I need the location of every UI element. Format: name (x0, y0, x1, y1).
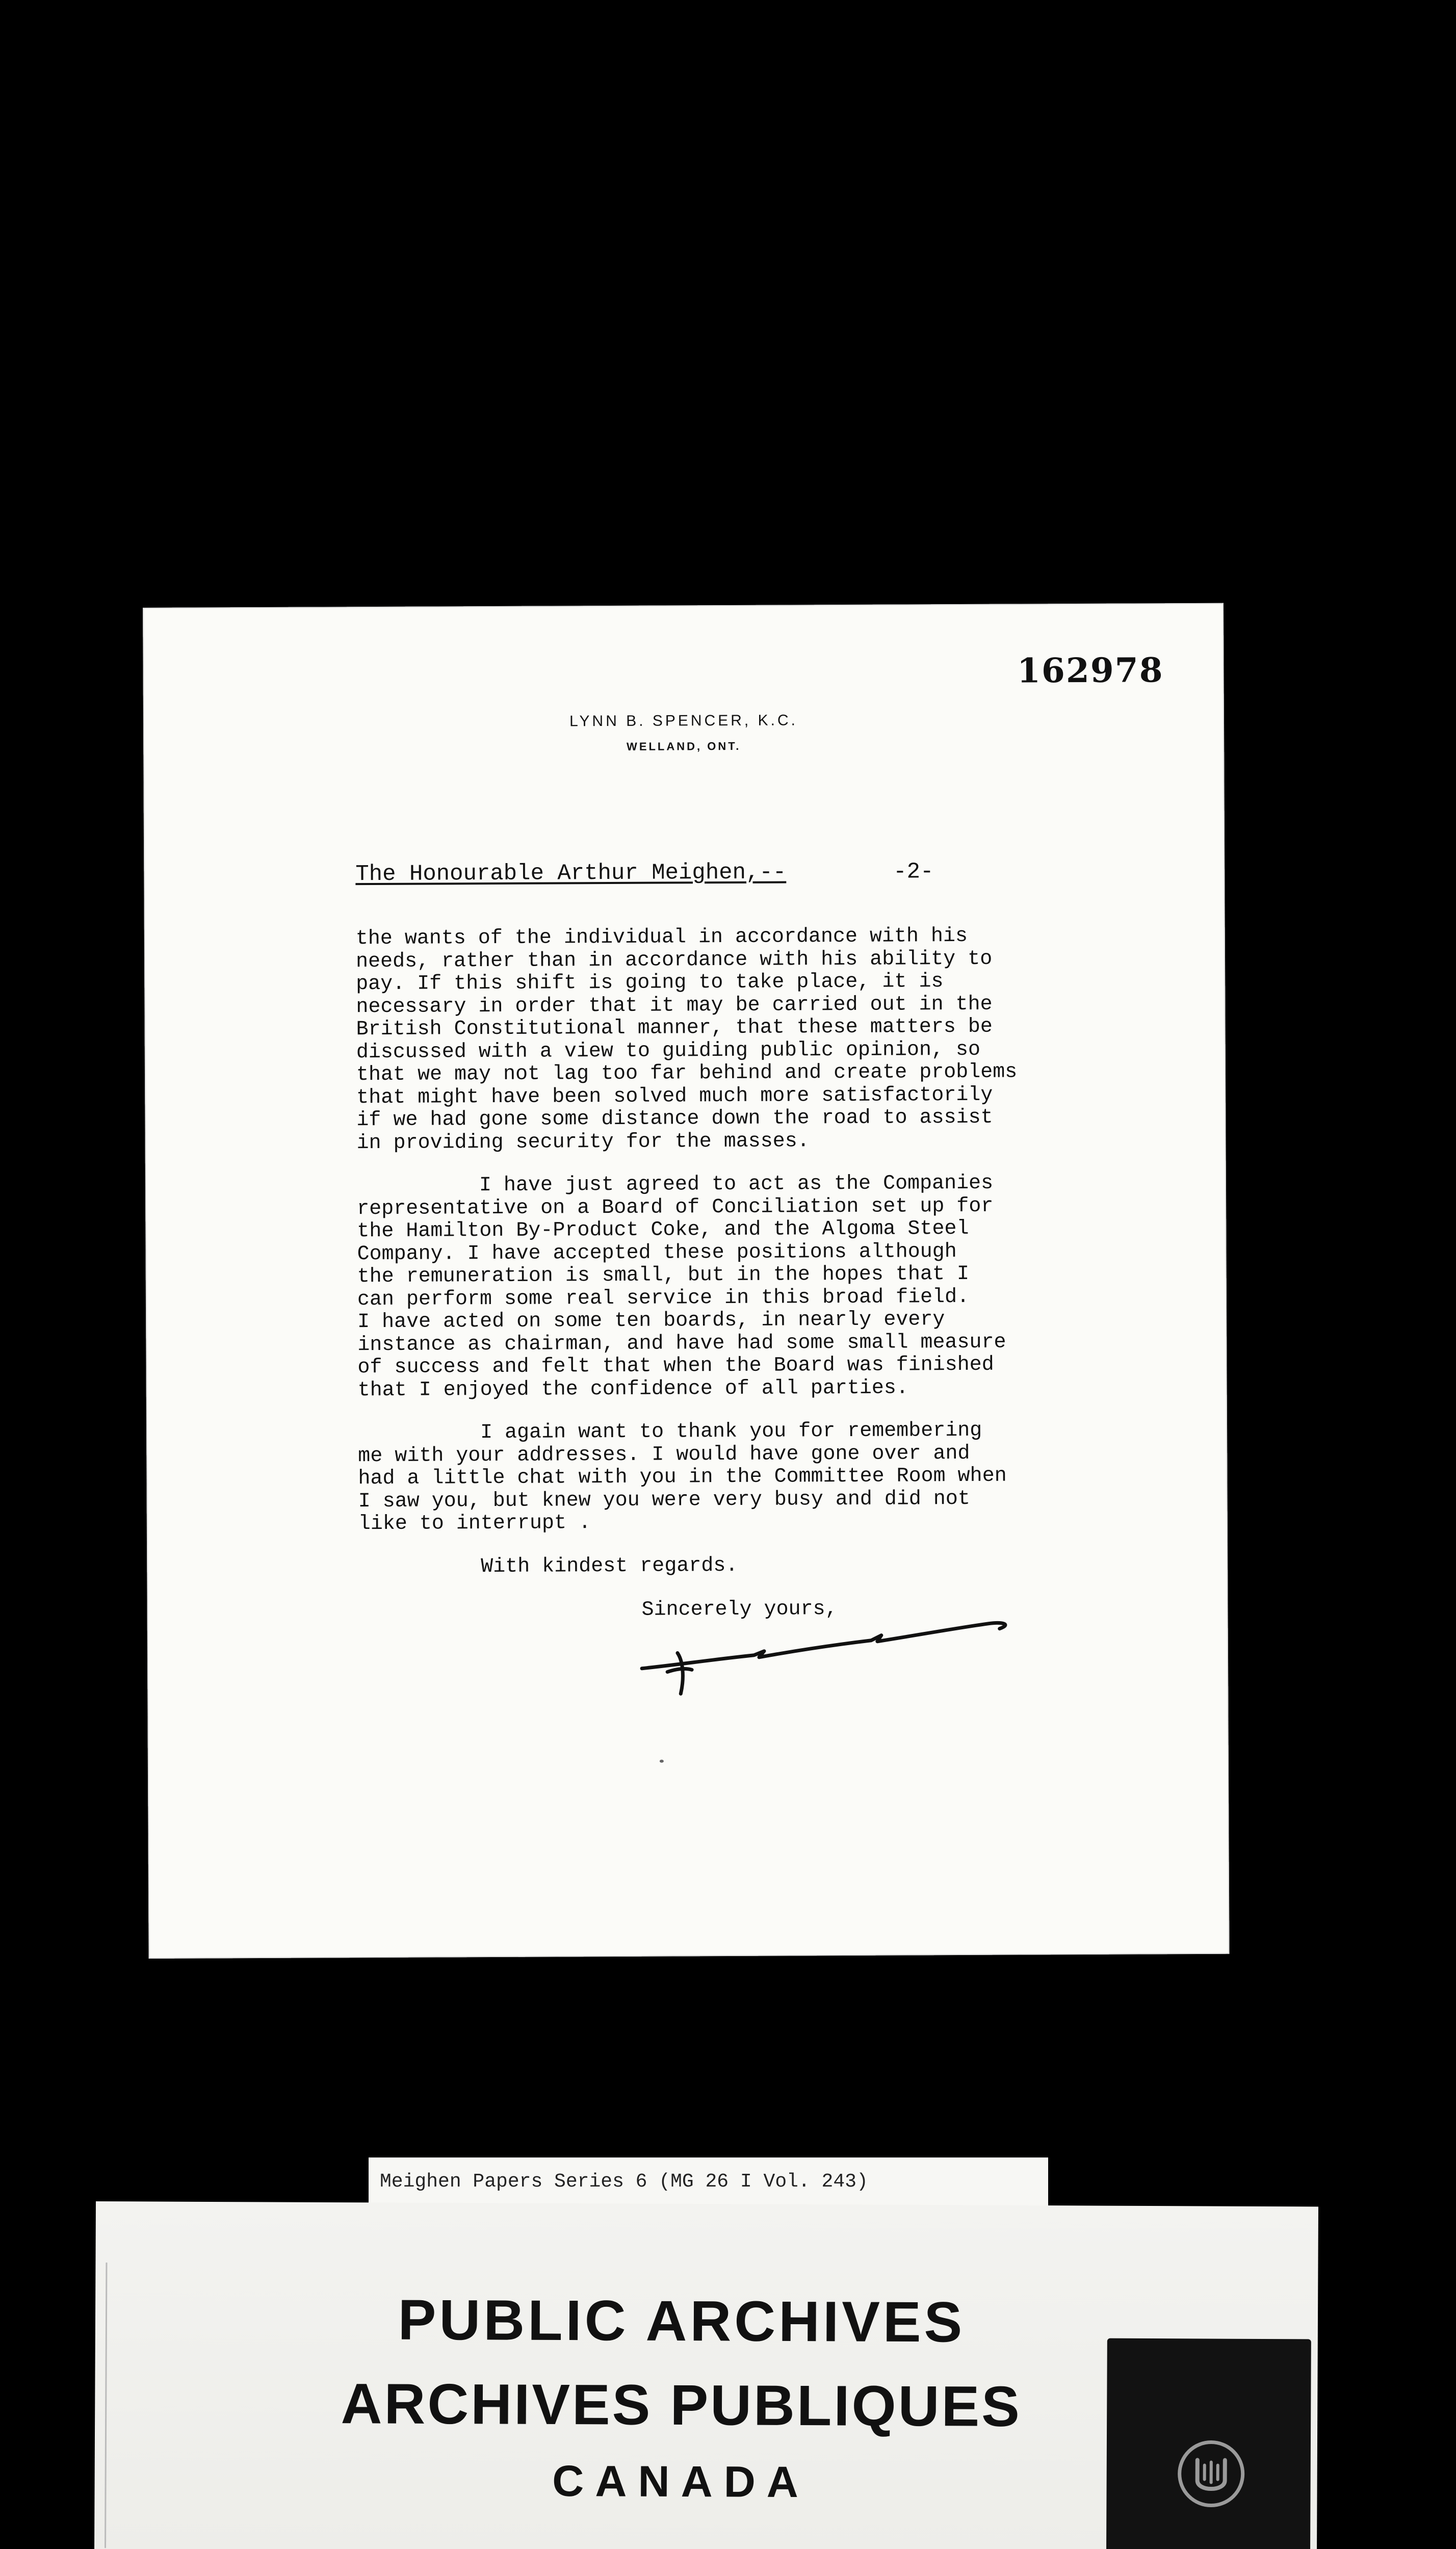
body-paragraph-2: I have just agreed to act as the Companies representative on a Board of Conciliation set up for the Hamilton By-Product Coke, and the Algoma Steel Company. I have accepted these positions although the remuneration is small, but in the hopes that I can perform some real service in this broad field. I have acted on some ten boards, in nearly every instance as chairman, and have had some small measure of success and felt that when the Board was finished that I enjoyed the confidence of all parties. (357, 1172, 1006, 1402)
body-paragraph-3: I again want to thank you for remembering me with your addresses. I would have gone over and had a little chat with you in the Committee Room when I saw you, but knew you were very busy and did not like to interrupt . (358, 1419, 1007, 1536)
letterhead (143, 710, 1224, 756)
salutation-line (355, 859, 933, 887)
signoff-line: Sincerely yours, (641, 1598, 838, 1622)
card-edge-marks (105, 2262, 127, 2548)
archive-line-country: CANADA (552, 2456, 810, 2507)
page-number: 162978 (1017, 650, 1164, 691)
letter-body (356, 924, 1175, 1623)
letter-page (143, 603, 1230, 1959)
letterhead-location: WELLAND, ONT. (626, 739, 741, 753)
addressee: The Honourable Arthur Meighen,-- (355, 860, 787, 888)
body-paragraph-1: the wants of the individual in accordance with his needs, rather than in accordance with his ability to pay. If this shift is going to take place, it is necessary in order that it may be carried out in the British Constitutional manner, that these matters be discussed with a view to guiding public opinion, so that we may not lag too far behind and create problems that might have been solved much more satisfactorily if we had gone some distance down the road to assist in providing security for the masses. (355, 924, 1018, 1155)
page-marker: -2- (893, 859, 934, 885)
letterhead-name: LYNN B. SPENCER, K.C. (569, 712, 798, 730)
archive-seal-block (1106, 2338, 1311, 2549)
ink-speck (660, 1760, 664, 1763)
archive-line-french: ARCHIVES PUBLIQUES (341, 2372, 1022, 2438)
archive-line-english: PUBLIC ARCHIVES (398, 2287, 966, 2354)
closing-line: With kindest regards. (481, 1554, 738, 1578)
reference-tag: Meighen Papers Series 6 (MG 26 I Vol. 243) (369, 2157, 1048, 2211)
archive-card-text (334, 2279, 1028, 2516)
archive-card (94, 2201, 1318, 2549)
archive-seal-icon (1173, 2435, 1250, 2512)
handwritten-signature (632, 1603, 1020, 1707)
